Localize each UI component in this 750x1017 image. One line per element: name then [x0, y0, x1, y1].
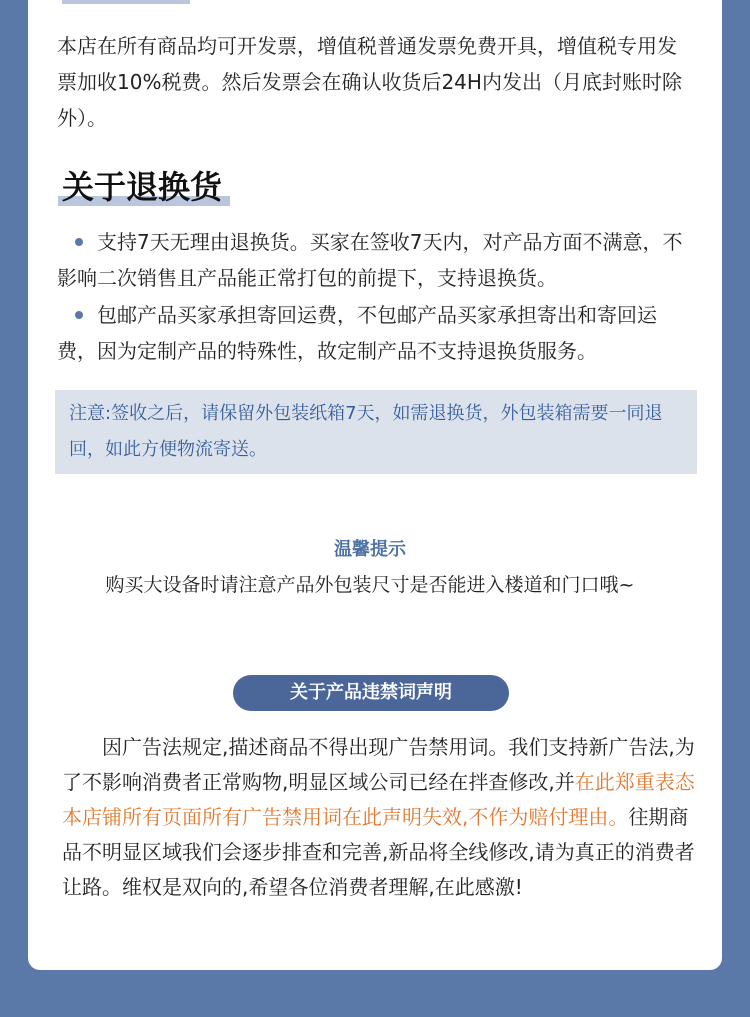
- tip-body: 购买大设备时请注意产品外包装尺寸是否能进入楼道和门口哦~: [105, 574, 635, 596]
- declaration-text: 因广告法规定,描述商品不得出现广告禁用词。我们支持新广告法,为了不影响消费者正常购物,明显区域公司已经在拌查修改,并在此郑重表态本店铺所有页面所有广告禁用词在此声明失效,不作为赔付理由。往期商品不明显区域我们会逐步排查和完善,新品将全线修改,请为真正的消费者让路。维权是双向的,希望各位消费者理解,在此感激!: [62, 735, 695, 899]
- declaration-title-badge: 关于产品违禁词声明: [233, 675, 509, 711]
- invoice-heading: [62, 0, 190, 4]
- notice-box: [55, 390, 697, 474]
- tip-title: 温馨提示: [334, 539, 406, 560]
- bullet-dot-icon: [75, 238, 83, 246]
- bullet-dot-icon: [75, 311, 83, 319]
- declaration-highlight: 在此郑重表态本店铺所有页面所有广告禁用词在此声明失效,不作为赔付理由。: [62, 770, 695, 829]
- returns-bullet-2: 包邮产品买家承担寄回运费，不包邮产品买家承担寄出和寄回运费，因为定制产品的特殊性，故定制产品不支持退换货服务。: [57, 303, 657, 363]
- heading-underline: [62, 0, 190, 4]
- returns-bullet-1: 支持7天无理由退换货。买家在签收7天内，对产品方面不满意，不影响二次销售且产品能正常打包的前提下，支持退换货。: [57, 230, 683, 290]
- returns-heading: 关于退换货: [62, 164, 222, 210]
- invoice-text: 本店在所有商品均可开发票，增值税普通发票免费开具，增值税专用发票加收10%税费。然后发票会在确认收货后24H内发出（月底封账时除外）。: [57, 34, 682, 130]
- notice-text: 注意:签收之后，请保留外包装纸箱7天，如需退换货，外包装箱需要一同退回，如此方便物流寄送。: [69, 403, 663, 460]
